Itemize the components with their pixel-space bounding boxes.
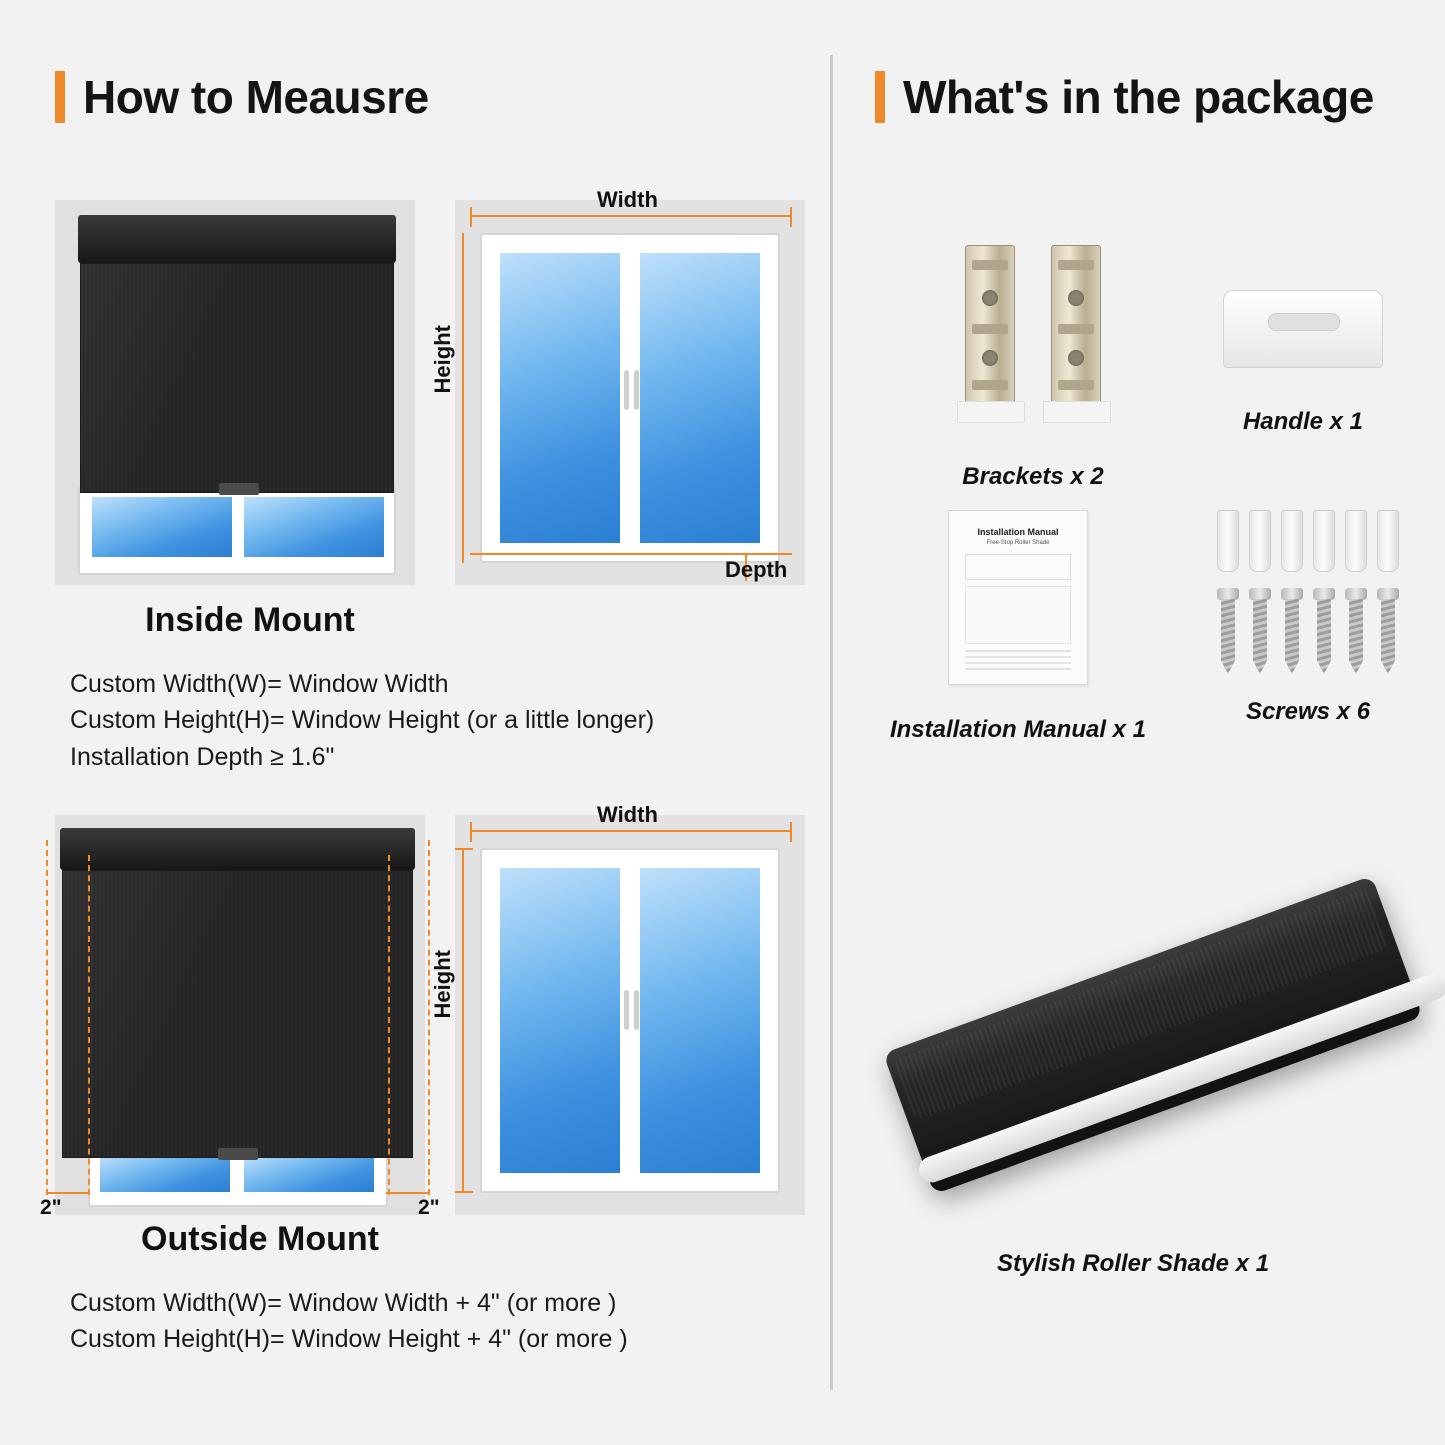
left-heading-text: How to Meausre [83, 71, 429, 123]
inside-line-3: Installation Depth ≥ 1.6" [70, 742, 335, 771]
shade-headrail [60, 828, 415, 870]
label-depth: Depth [725, 557, 788, 582]
outside-line-1: Custom Width(W)= Window Width + 4" (or more ) [70, 1289, 617, 1317]
manual-icon [853, 510, 1183, 700]
outside-mount-illustration [0, 800, 830, 1219]
package-item-handle [1178, 290, 1428, 436]
handle-caption: Handle x 1 [1242, 408, 1364, 435]
brackets-caption: Brackets x 2 [962, 463, 1104, 490]
label-width: Width [597, 802, 658, 827]
bracket-icon [893, 245, 1173, 445]
shade-handle [219, 483, 259, 495]
shade-handle [218, 1148, 258, 1160]
inside-mount-illustration [0, 185, 830, 585]
screw-icon [1163, 588, 1445, 688]
accent-bar [875, 71, 885, 123]
inside-mount-lines [0, 666, 830, 775]
package-contents-panel [833, 0, 1445, 1445]
outside-mount-title: Outside Mount [141, 1220, 379, 1258]
right-heading [875, 70, 1374, 124]
manual-cover-subtitle: Free-Stop Roller Shade [986, 540, 1050, 546]
manual-cover-title: Installation Manual [977, 527, 1059, 537]
shade-headrail [78, 215, 396, 263]
label-height: Height [430, 950, 455, 1019]
label-height: Height [430, 325, 455, 394]
inside-line-1: Custom Width(W)= Window Width [70, 670, 449, 698]
label-width: Width [597, 187, 658, 212]
roller-shade-icon [833, 860, 1433, 1260]
package-item-roller-shade [833, 860, 1433, 1340]
anchor-icon [1163, 510, 1445, 580]
inside-mount-block [0, 185, 830, 775]
outside-mount-lines [0, 1285, 830, 1358]
shade-fabric [62, 870, 413, 1158]
accent-bar [55, 71, 65, 123]
inside-line-2: Custom Height(H)= Window Height (or a little longer) [70, 706, 655, 735]
inside-mount-title: Inside Mount [145, 601, 355, 639]
screws-caption: Screws x 6 [1245, 698, 1371, 725]
package-item-manual [853, 510, 1183, 744]
manual-caption: Installation Manual x 1 [889, 716, 1147, 743]
handle-icon [1178, 290, 1428, 390]
package-item-brackets [893, 245, 1173, 491]
right-heading-text: What's in the package [903, 71, 1374, 123]
roller-shade-caption: Stylish Roller Shade x 1 [996, 1250, 1270, 1277]
label-left-extension: 2" [40, 1196, 62, 1219]
outside-mount-block [0, 800, 830, 1358]
left-heading [55, 70, 429, 124]
outside-line-2: Custom Height(H)= Window Height + 4" (or more ) [70, 1325, 628, 1354]
package-item-screws [1163, 510, 1445, 726]
label-right-extension: 2" [418, 1196, 440, 1219]
shade-fabric [80, 263, 394, 493]
